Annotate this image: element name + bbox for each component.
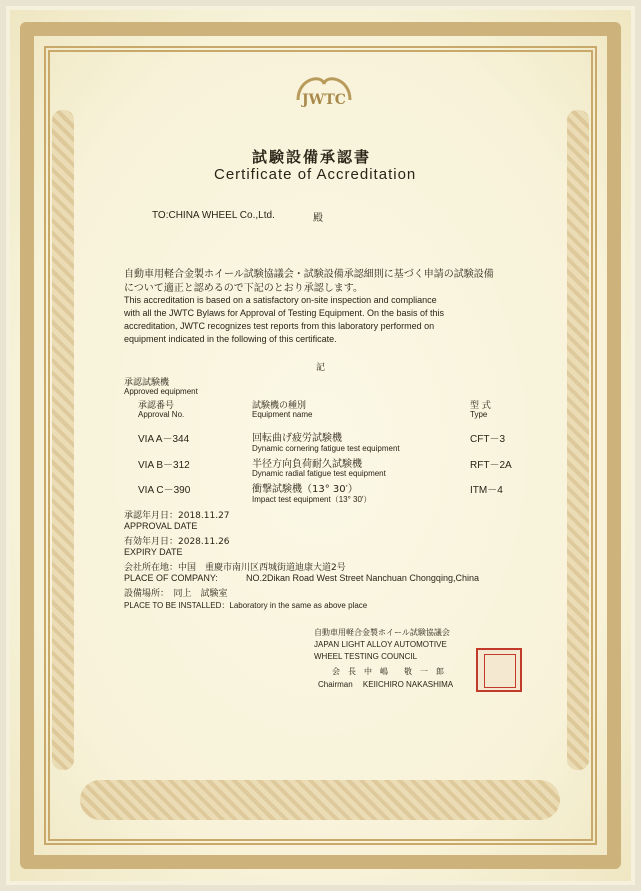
- row-2-type: RFT－2A: [470, 460, 512, 471]
- chairman-jp: 会 長 中 嶋 敬 一 郎: [332, 667, 444, 676]
- row-2-no: VIA B－312: [138, 460, 190, 471]
- col-type-en: Type: [470, 410, 488, 419]
- approval-date-en: APPROVAL DATE: [124, 521, 198, 531]
- intro-en-2: with all the JWTC Bylaws for Approval of Testing Equipment. On the basis of this: [124, 308, 444, 318]
- company-address-en: NO.2Dikan Road West Street Nanchuan Chongqing,China: [246, 573, 479, 583]
- row-1-no: VIA A－344: [138, 434, 190, 445]
- company-address-jp: 会社所在地：中国 重慶市南川区西城街道迪康大道2号: [124, 563, 346, 573]
- col-name-jp: 試験機の種別: [252, 401, 307, 411]
- installed-place-en: PLACE TO BE INSTALLED：Laboratory in the same as above place: [124, 601, 368, 610]
- official-seal: [476, 648, 522, 692]
- issuer-en-2: WHEEL TESTING COUNCIL: [314, 652, 418, 661]
- logo-text: JWTC: [302, 92, 346, 108]
- jwtc-logo: [292, 70, 356, 110]
- chairman-en: Chairman KEIICHIRO NAKASHIMA: [318, 680, 454, 689]
- title-en: Certificate of Accreditation: [214, 166, 417, 183]
- approval-date: 承認年月日：2018.11.27: [124, 511, 230, 521]
- col-name-en: Equipment name: [252, 410, 313, 419]
- expiry-date: 有効年月日：2028.11.26: [124, 537, 230, 547]
- honorific: 殿: [313, 213, 323, 224]
- row-3-name-en: Impact test equipment（13° 30′）: [252, 495, 372, 504]
- row-2-name-jp: 半径方向負荷耐久試験機: [252, 459, 362, 470]
- intro-en-1: This accreditation is based on a satisfactory on-site inspection and compliance: [124, 295, 437, 305]
- row-3-no: VIA C－390: [138, 485, 191, 496]
- row-3-type: ITM－4: [470, 485, 503, 496]
- issuer-en-1: JAPAN LIGHT ALLOY AUTOMOTIVE: [314, 640, 447, 649]
- col-no-jp: 承認番号: [138, 401, 175, 411]
- intro-jp-1: 自動車用軽合金製ホイール試験協議会・試験設備承認細則に基づく申請の試験設備: [124, 269, 494, 280]
- row-1-name-jp: 回転曲げ疲労試験機: [252, 433, 342, 444]
- section-jp: 承認試験機: [124, 378, 170, 388]
- intro-en-3: accreditation, JWTC recognizes test reports from this laboratory performed on: [124, 321, 435, 331]
- expiry-date-en: EXPIRY DATE: [124, 547, 183, 557]
- intro-jp-2: について適正と認めるので下記のとおり承認します。: [124, 283, 363, 294]
- section-en: Approved equipment: [124, 387, 198, 396]
- row-3-name-jp: 衝撃試験機（13° 30′）: [252, 484, 358, 495]
- recipient: TO:CHINA WHEEL Co.,Ltd.: [152, 210, 275, 221]
- row-2-name-en: Dynamic radial fatigue test equipment: [252, 469, 386, 478]
- issuer-jp: 自動車用軽合金製ホイール試験協議会: [314, 628, 450, 637]
- col-type-jp: 型 式: [470, 401, 491, 411]
- col-no-en: Approval No.: [138, 410, 185, 419]
- company-address-label: PLACE OF COMPANY:: [124, 573, 218, 583]
- installed-place-jp: 設備場所： 同上 試験室: [124, 589, 228, 599]
- title-jp: 試験設備承認書: [252, 148, 372, 166]
- row-1-name-en: Dynamic cornering fatigue test equipment: [252, 444, 400, 453]
- intro-en-4: equipment indicated in the following of this certificate.: [124, 334, 337, 344]
- row-1-type: CFT－3: [470, 434, 505, 445]
- ki-mark: 記: [316, 363, 326, 373]
